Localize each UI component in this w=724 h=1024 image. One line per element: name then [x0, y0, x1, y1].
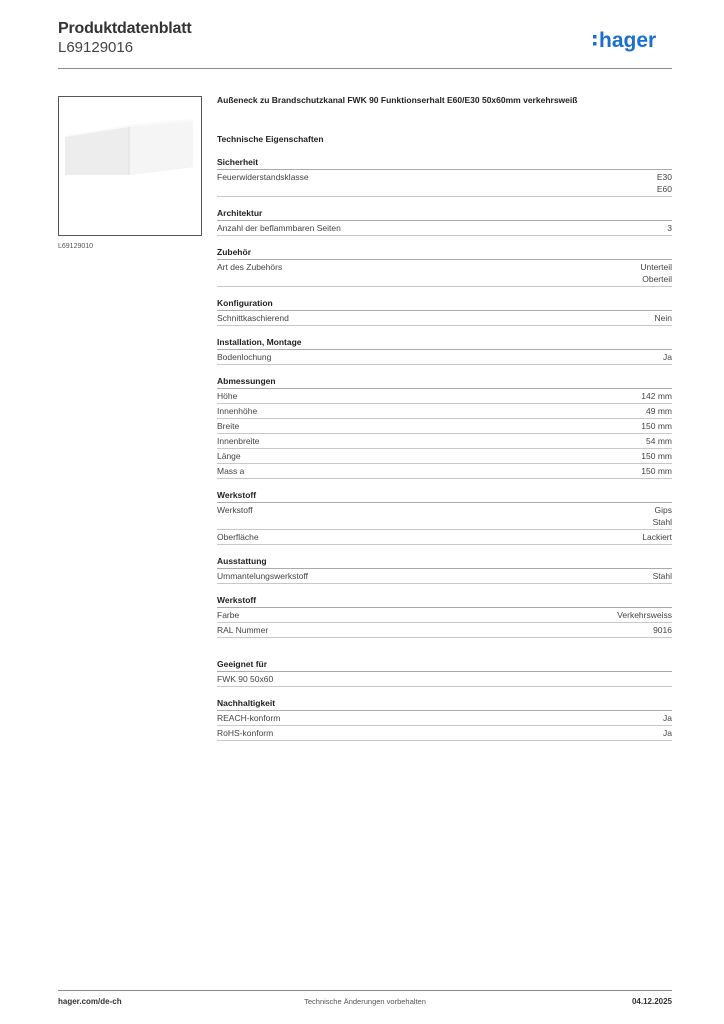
section-title: Geeignet für [217, 658, 672, 672]
property-section [217, 297, 672, 326]
property-row [217, 449, 672, 464]
property-row [217, 464, 672, 479]
property-row [217, 404, 672, 419]
product-details [217, 93, 672, 741]
tech-properties-heading: Technische Eigenschaften [217, 134, 324, 144]
footer-website: hager.com/de-ch [58, 997, 122, 1006]
property-values [641, 390, 672, 402]
property-values [663, 351, 672, 363]
properties-sections [217, 156, 672, 741]
property-label: Schnittkaschierend [217, 313, 289, 323]
corner-piece-image [59, 97, 201, 235]
property-value: 49 mm [646, 406, 672, 416]
property-label: Innenhöhe [217, 406, 258, 416]
footer-disclaimer: Technische Änderungen vorbehalten [304, 997, 426, 1006]
property-row [217, 350, 672, 365]
section-title: Werkstoff [217, 594, 672, 608]
property-value: Oberteil [642, 274, 672, 284]
property-value: E60 [656, 184, 672, 194]
property-value: Lackiert [642, 532, 672, 542]
property-value: Stahl [652, 517, 672, 527]
image-caption: L69129010 [58, 243, 94, 250]
property-label: Art des Zubehörs [217, 262, 283, 272]
property-values [653, 570, 672, 582]
property-label: Ummantelungswerkstoff [217, 571, 309, 581]
property-value: Unterteil [640, 262, 672, 272]
hager-logo [592, 26, 672, 54]
header-divider [58, 68, 672, 69]
property-row [217, 726, 672, 741]
property-values [641, 420, 672, 432]
property-section [217, 375, 672, 479]
product-image [58, 96, 202, 236]
header [58, 20, 672, 70]
property-values [646, 435, 672, 447]
section-title: Abmessungen [217, 375, 672, 389]
property-label: RAL Nummer [217, 625, 269, 635]
property-value: 150 mm [641, 421, 672, 431]
property-row [217, 389, 672, 404]
property-section [217, 697, 672, 741]
footer-divider [58, 990, 672, 991]
property-row [217, 608, 672, 623]
section-title: Architektur [217, 207, 672, 221]
property-section [217, 336, 672, 365]
property-value: 142 mm [641, 391, 672, 401]
section-title: Werkstoff [217, 489, 672, 503]
section-title: Nachhaltigkeit [217, 697, 672, 711]
property-section [217, 246, 672, 287]
property-values [667, 222, 672, 234]
section-title: Konfiguration [217, 297, 672, 311]
property-label: FWK 90 50x60 [217, 674, 274, 684]
property-value: 150 mm [641, 466, 672, 476]
property-values [655, 312, 672, 324]
property-row [217, 530, 672, 545]
property-row [217, 434, 672, 449]
property-value: Ja [663, 728, 672, 738]
property-values [641, 450, 672, 462]
property-values [642, 531, 672, 543]
property-section [217, 489, 672, 545]
property-value: Verkehrsweiss [617, 610, 672, 620]
property-label: Feuerwiderstandsklasse [217, 172, 309, 182]
property-label: Werkstoff [217, 505, 253, 515]
property-row [217, 623, 672, 638]
logo-text: hager [599, 29, 657, 52]
property-label: Bodenlochung [217, 352, 272, 362]
property-values [657, 171, 672, 195]
property-label: Innenbreite [217, 436, 260, 446]
property-values [646, 405, 672, 417]
property-row [217, 672, 672, 687]
property-value: 9016 [653, 625, 672, 635]
property-value: Ja [663, 352, 672, 362]
property-value: Ja [663, 713, 672, 723]
property-value: 3 [667, 223, 672, 233]
property-section [217, 555, 672, 584]
section-title: Zubehör [217, 246, 672, 260]
product-description: Außeneck zu Brandschutzkanal FWK 90 Funktionserhalt E60/E30 50x60mm verkehrsweiß [217, 95, 578, 105]
property-value: 150 mm [641, 451, 672, 461]
property-label: Anzahl der beflammbaren Seiten [217, 223, 341, 233]
property-value: Nein [654, 313, 672, 323]
property-label: Oberfläche [217, 532, 259, 542]
property-label: Breite [217, 421, 240, 431]
property-section [217, 207, 672, 236]
property-row [217, 569, 672, 584]
property-section [217, 594, 672, 638]
property-values [653, 504, 672, 528]
property-row [217, 419, 672, 434]
property-row [217, 170, 672, 197]
property-row [217, 311, 672, 326]
property-label: RoHS-konform [217, 728, 274, 738]
property-section [217, 658, 672, 687]
property-value: Stahl [652, 571, 672, 581]
section-title: Sicherheit [217, 156, 672, 170]
property-values [617, 609, 672, 621]
property-label: Mass a [217, 466, 245, 476]
property-values [653, 624, 672, 636]
property-value: 54 mm [646, 436, 672, 446]
footer-date: 04.12.2025 [631, 997, 672, 1006]
section-title: Installation, Montage [217, 336, 672, 350]
property-row [217, 503, 672, 530]
property-values [641, 465, 672, 477]
property-row [217, 711, 672, 726]
section-title: Ausstattung [217, 555, 672, 569]
property-label: REACH-konform [217, 713, 281, 723]
property-row [217, 260, 672, 287]
property-label: Länge [217, 451, 241, 461]
footer [58, 997, 672, 1011]
document-title: Produktdatenblatt [58, 20, 192, 37]
property-value: Gips [654, 505, 672, 515]
property-label: Höhe [217, 391, 238, 401]
property-values [663, 727, 672, 739]
property-values [663, 712, 672, 724]
document-number: L69129016 [58, 39, 134, 56]
property-section [217, 156, 672, 197]
property-row [217, 221, 672, 236]
property-label: Farbe [217, 610, 240, 620]
property-value: E30 [656, 172, 672, 182]
property-values [640, 261, 672, 285]
